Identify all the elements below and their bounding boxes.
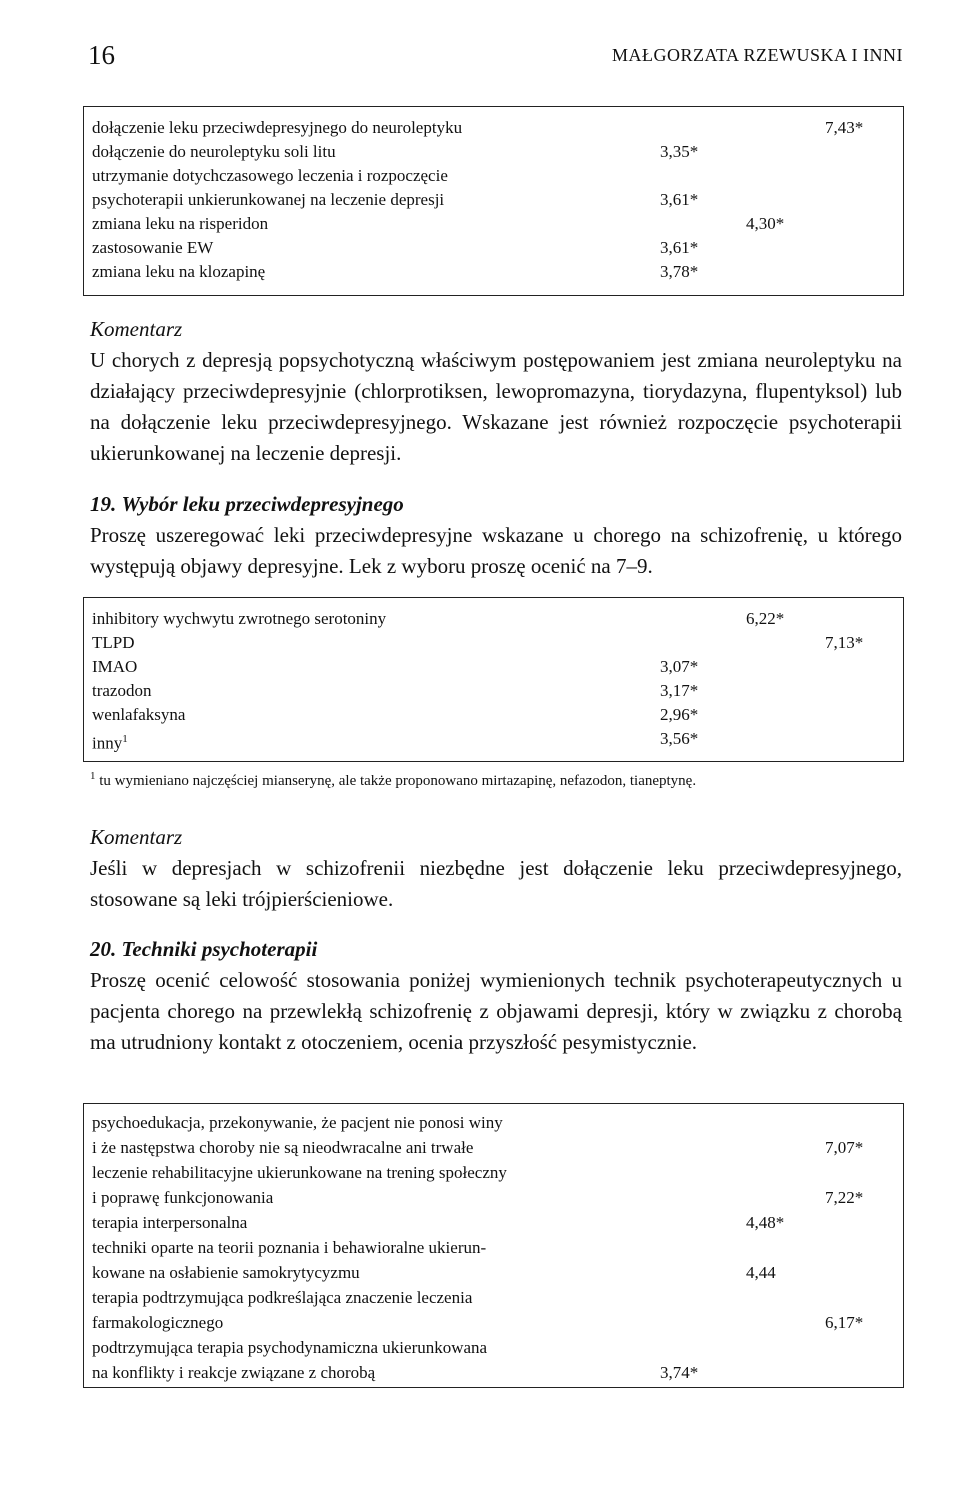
footnote-mark: 1 [90,770,96,782]
table-row [84,164,903,188]
comment-section-2 [90,822,902,915]
row-label: zmiana leku na risperidon [92,214,269,233]
row-label: terapia interpersonalna [92,1213,248,1232]
row-value: 6,22* [746,609,785,628]
results-table-2 [83,597,904,762]
row-label: dołączenie leku przeciwdepresyjnego do neuroleptyku [92,118,463,137]
table-row [84,116,903,140]
row-value: 3,61* [660,190,699,209]
question-text: Proszę uszeregować leki przeciwdepresyjne wskazane u chorego na schizofrenię, u którego występują objawy depresyjne. Lek z wyboru proszę ocenić na 7–9. [90,523,902,578]
table-row [84,607,903,631]
question-number: 19. [90,492,117,516]
footnote-text: tu wymieniano najczęściej mianserynę, ale także proponowano mirtazapinę, nefazodon, tianeptynę. [99,773,697,789]
row-label: i że następstwa choroby nie są nieodwracalne ani trwałe [92,1138,474,1157]
table-row [84,1136,903,1160]
row-label: techniki oparte na teorii poznania i behawioralne ukierun- [92,1238,487,1257]
row-label: wenlafaksyna [92,705,186,724]
table-row [84,1211,903,1235]
row-label: utrzymanie dotychczasowego leczenia i rozpoczęcie [92,166,448,185]
table-row [84,260,903,284]
table-row [84,631,903,655]
table-row [84,1261,903,1285]
row-value: 3,56* [660,729,699,748]
row-value: 4,44 [746,1263,776,1282]
row-label: leczenie rehabilitacyjne ukierunkowane na trening społeczny [92,1163,507,1182]
footnote [90,770,696,790]
row-value: 7,22* [825,1188,864,1207]
row-label: i poprawę funkcjonowania [92,1188,274,1207]
table-row [84,703,903,727]
row-label: zastosowanie EW [92,238,214,257]
footnote-ref: 1 [122,733,128,745]
comment-text: U chorych z depresją popsychotyczną właściwym postępowaniem jest zmiana neuroleptyku na działający przeciwdepresyjnie (chlorprotiksen, lewopromazyna, tiorydazyna, flupentyksol) lub na dołączenie leku przeciwdepresyjnego. Wskazane jest również rozpoczęcie psychoterapii ukierunkowanej na leczenie depresji. [90,348,902,465]
row-label: kowane na osłabienie samokrytycyzmu [92,1263,360,1282]
row-value: 2,96* [660,705,699,724]
question-text: Proszę ocenić celowość stosowania poniżej wymienionych technik psychoterapeutycznych u pacjenta chorego na przewlekłą schizofrenię z objawami depresji, który w związku z chorobą ma utrudniony kontakt z otoczeniem, ocenia przyszłość pesymistycznie. [90,968,902,1054]
row-label: podtrzymująca terapia psychodynamiczna ukierunkowana [92,1338,488,1357]
comment-section-1 [90,314,902,469]
row-label: na konflikty i reakcje związane z chorobą [92,1363,376,1382]
running-head: MAŁGORZATA RZEWUSKA I INNI [611,45,903,65]
row-label: dołączenie do neuroleptyku soli litu [92,142,336,161]
question-number: 20. [90,937,117,961]
table-row [84,679,903,703]
row-label [92,727,128,756]
table-row [84,1111,903,1135]
table-row [84,140,903,164]
row-label: psychoedukacja, przekonywanie, że pacjent nie ponosi winy [92,1113,503,1132]
row-value: 3,07* [660,657,699,676]
row-label: IMAO [92,657,138,676]
table-row [84,1286,903,1310]
question-title: Wybór leku przeciwdepresyjnego [121,492,404,516]
row-label-text: inny [92,733,123,753]
row-value: 7,43* [825,118,864,137]
table-row [84,236,903,260]
table-row [84,1186,903,1210]
results-table-1 [83,106,904,296]
row-value: 3,78* [660,262,699,281]
table-row [84,1361,903,1385]
row-label: inhibitory wychwytu zwrotnego serotoniny [92,609,387,628]
row-value: 7,13* [825,633,864,652]
row-value: 3,17* [660,681,699,700]
question-20 [90,934,902,1058]
comment-heading: Komentarz [90,317,183,341]
row-label: zmiana leku na klozapinę [92,262,266,281]
row-value: 7,07* [825,1138,864,1157]
row-value: 3,74* [660,1363,699,1382]
row-value: 4,30* [746,214,785,233]
comment-text: Jeśli w depresjach w schizofrenii niezbędne jest dołączenie leku przeciwdepresyjnego, stosowane są leki trójpierścieniowe. [90,856,902,911]
comment-heading: Komentarz [90,825,183,849]
table-row [84,1311,903,1335]
question-title: Techniki psychoterapii [121,937,318,961]
row-value: 3,61* [660,238,699,257]
row-label: farmakologicznego [92,1313,224,1332]
table-row [84,655,903,679]
table-row [84,1336,903,1360]
table-row [84,1236,903,1260]
page-number: 16 [88,40,115,70]
row-value: 6,17* [825,1313,864,1332]
table-row [84,212,903,236]
row-value: 3,35* [660,142,699,161]
question-19 [90,489,902,582]
results-table-3 [83,1103,904,1388]
row-label: TLPD [92,633,135,652]
row-label: terapia podtrzymująca podkreślająca znaczenie leczenia [92,1288,473,1307]
row-label: psychoterapii unkierunkowanej na leczenie depresji [92,190,445,209]
table-row [84,727,903,751]
row-value: 4,48* [746,1213,785,1232]
table-row [84,188,903,212]
row-label: trazodon [92,681,152,700]
table-row [84,1161,903,1185]
